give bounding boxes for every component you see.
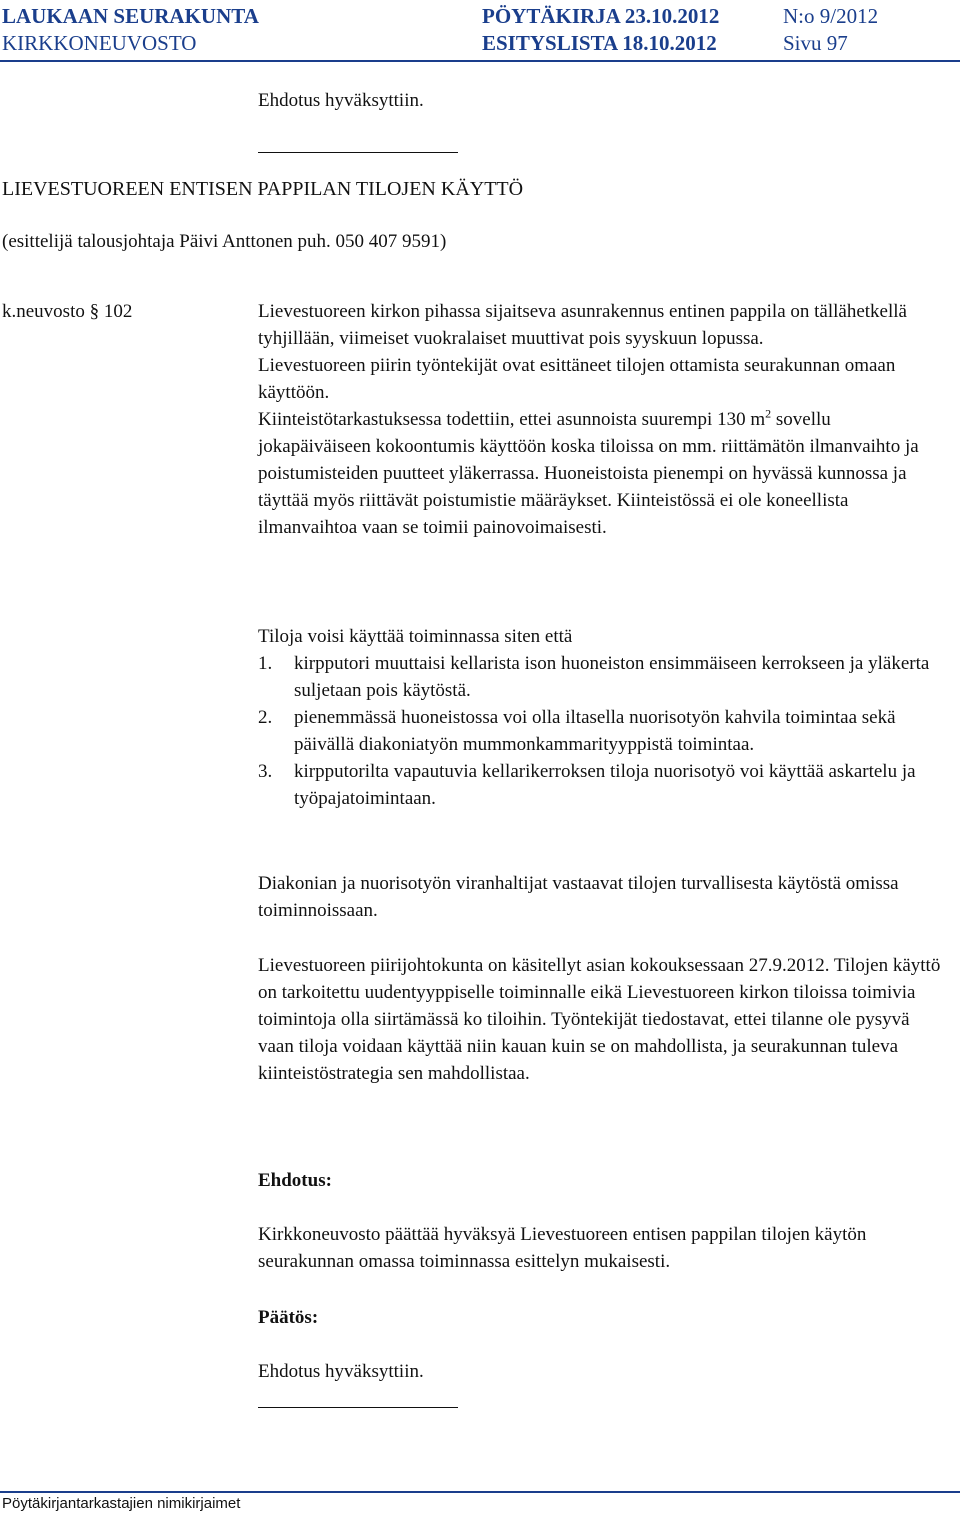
paragraph-5: Diakonian ja nuorisotyön viranhaltijat vastaavat tilojen turvallisesta käytöstä omissa toiminnoissaan. (258, 873, 899, 921)
usage-list (258, 650, 948, 812)
list-item (258, 704, 948, 758)
decision-heading: Päätös: (258, 1307, 319, 1328)
page-title: LIEVESTUOREEN ENTISEN PAPPILAN TILOJEN KÄYTTÖ (2, 178, 524, 200)
header-body: KIRKKONEUVOSTO (2, 31, 197, 55)
section-reference: k.neuvosto § 102 (2, 301, 133, 322)
body-text (258, 298, 948, 541)
footer-divider (0, 1491, 960, 1493)
list-item (258, 650, 948, 704)
header-agenda-date: ESITYSLISTA 18.10.2012 (482, 31, 717, 55)
previous-approval: Ehdotus hyväksyttiin. (258, 90, 424, 111)
list-item (258, 758, 948, 812)
list-item-number: 3. (258, 761, 273, 782)
proposal-heading: Ehdotus: (258, 1170, 332, 1191)
paragraph-6: Lievestuoreen piirijohtokunta on käsitellyt asian kokouksessaan 27.9.2012. Tilojen käyttö on tarkoitettu uudentyyppiselle toiminnalle eikä Lievestuoreen kirkon tiloissa toimivia toimintoja olla siirtämässä ko tiloihin. Työntekijät tiedostavat, ettei tilanne ole pysyvä vaan tiloja voidaan käyttää niin kauan kuin se on mahdollista, ja seurakunnan tuleva kiinteistöstrategia sen mahdollistaa. (258, 955, 941, 1084)
paragraph-3-rest: sovellu jokapäiväiseen kokoontumis käyttöön koska tiloissa on mm. riittämätön ilmanvaihto ja poistumisteiden puutteet yläkerrassa. Huoneistoista pienempi on hyvässä kunnossa ja täyttää myös riittävät poistumistie määräykset. Kiinteistössä ei ole koneellista ilmanvaihtoa vaan se toimii painovoimaisesti. (258, 409, 919, 538)
paragraph-1: Lievestuoreen kirkon pihassa sijaitseva asunrakennus entinen pappila on tällähetkellä tyhjillään, viimeiset vuokralaiset muuttivat pois syyskuun lopussa. (258, 301, 907, 349)
header-minutes-date: PÖYTÄKIRJA 23.10.2012 (482, 4, 720, 28)
list-item-text: pienemmässä huoneistossa voi olla iltasella nuorisotyön kahvila toimintaa sekä päivällä diakoniatyön mummonkammarityyppistä toimintaa. (294, 707, 896, 755)
header-divider (0, 60, 960, 62)
list-item-text: kirpputori muuttaisi kellarista ison huoneiston ensimmäiseen kerrokseen ja yläkerta suljetaan pois käytöstä. (294, 653, 930, 701)
header-row-1 (0, 4, 960, 30)
header-number: N:o 9/2012 (783, 4, 879, 28)
list-intro: Tiloja voisi käyttää toiminnassa siten että (258, 626, 573, 647)
header-page-number: Sivu 97 (783, 31, 848, 55)
header-row-2 (0, 31, 960, 57)
footer-initials-label: Pöytäkirjantarkastajien nimikirjaimet (2, 1495, 241, 1512)
paragraph-3 (258, 406, 948, 541)
header-org: LAUKAAN SEURAKUNTA (2, 4, 259, 28)
list-item-number: 2. (258, 707, 273, 728)
signature-line-bottom (258, 1407, 458, 1408)
superscript-2: 2 (765, 406, 772, 421)
presenter-info: (esittelijä talousjohtaja Päivi Anttonen puh. 050 407 9591) (2, 231, 447, 252)
list-item-number: 1. (258, 653, 273, 674)
signature-line-top (258, 152, 458, 153)
list-item-text: kirpputorilta vapautuvia kellarikerroksen tiloja nuorisotyö voi käyttää askartelu ja työpajatoimintaan. (294, 761, 916, 809)
paragraph-2: Lievestuoreen piirin työntekijät ovat esittäneet tilojen ottamista seurakunnan omaan käyttöön. (258, 355, 896, 403)
decision-text: Ehdotus hyväksyttiin. (258, 1361, 424, 1382)
paragraph-3-start: Kiinteistötarkastuksessa todettiin, ettei asunnoista suurempi 130 m (258, 409, 766, 430)
proposal-text: Kirkkoneuvosto päättää hyväksyä Lievestuoreen entisen pappilan tilojen käytön seurakunnan omassa toiminnassa esittelyn mukaisesti. (258, 1224, 867, 1272)
